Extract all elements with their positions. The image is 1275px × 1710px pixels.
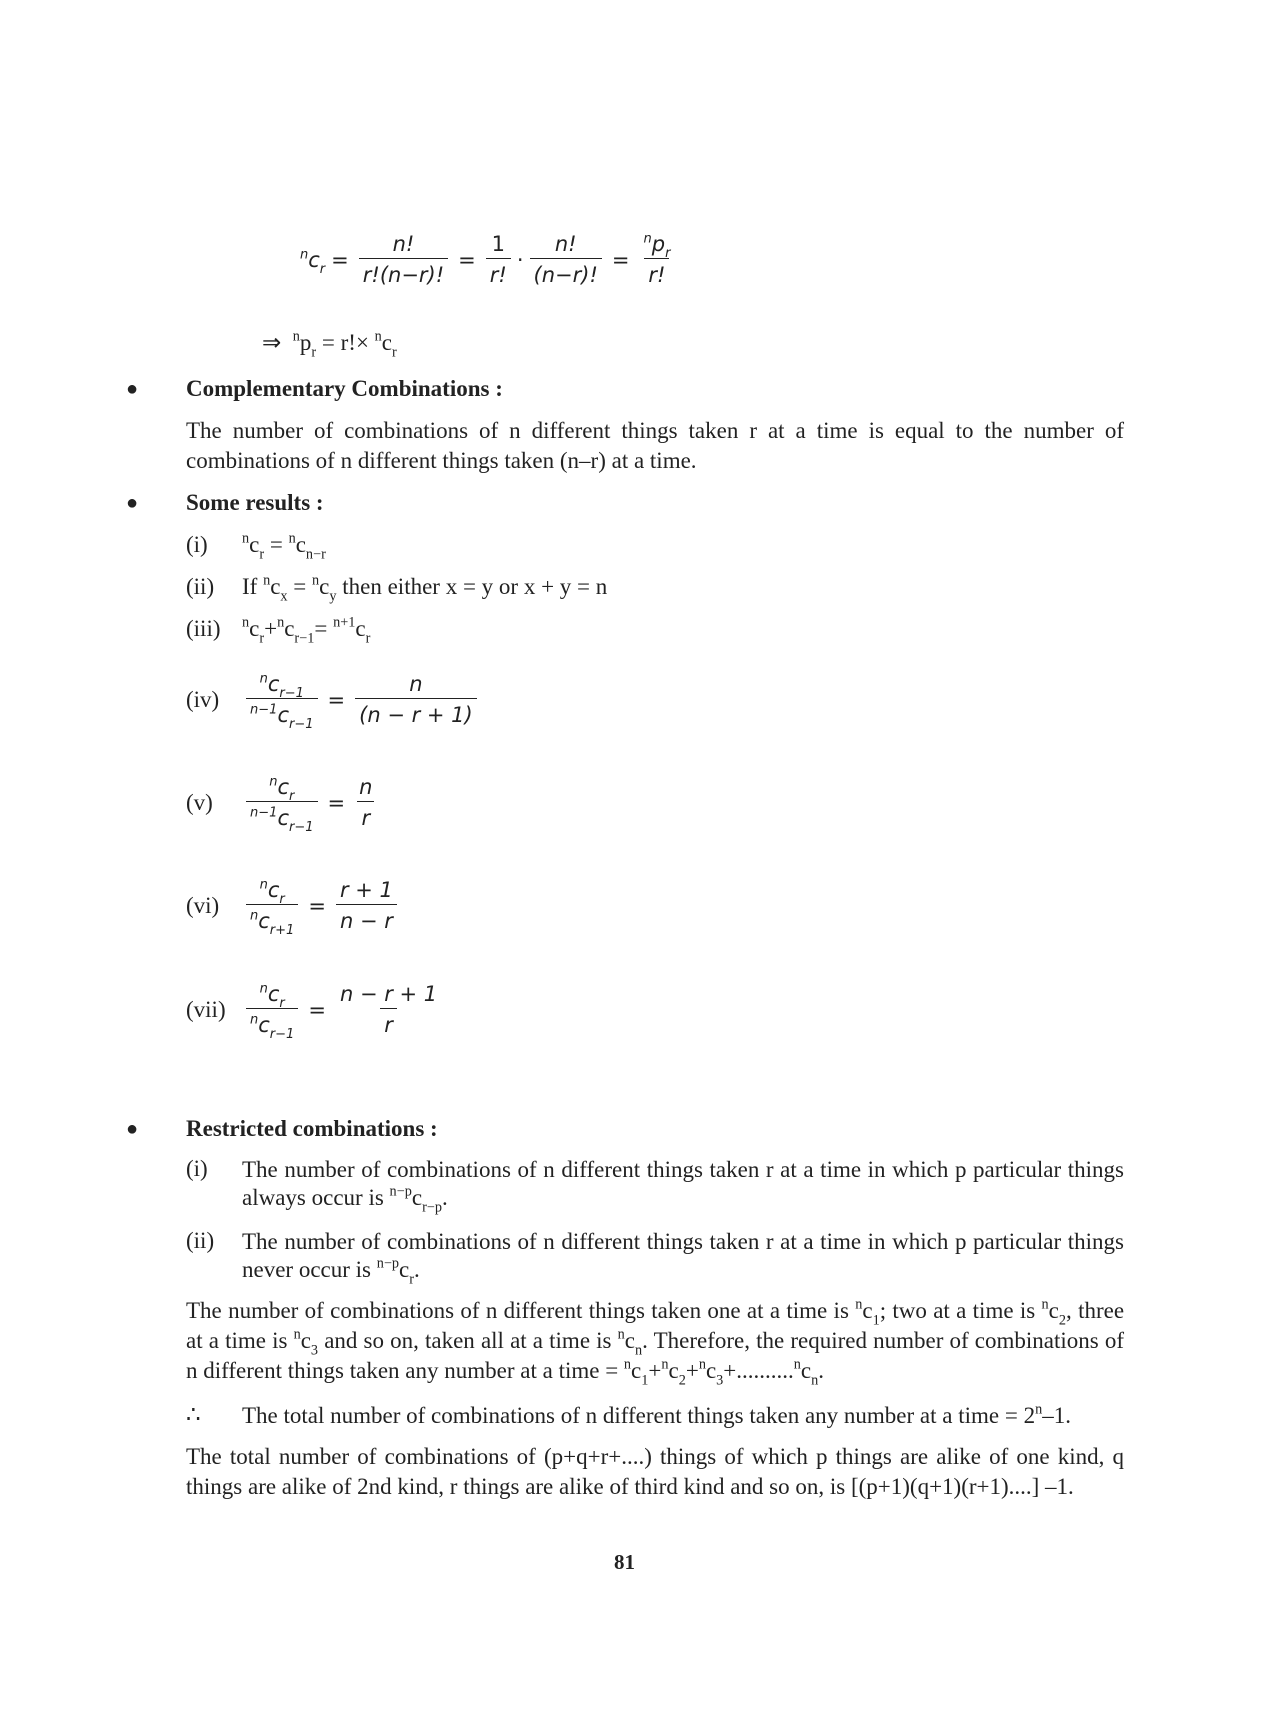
section-heading-results: Some results : <box>186 490 324 515</box>
result-vii: (vii) $\frac{^nc_r}{^nc_{r-1}}$ = $\frac{n - r + 1}{r}$ <box>186 981 438 1042</box>
restricted-item-ii: (ii) The number of combinations of n different things taken r at a time in which p particular things never occur is $^{n-p}c_r$. <box>186 1228 1124 1288</box>
result-vi: (vi) $\frac{^nc_r}{^nc_{r+1}}$ = $\frac{r + 1}{n - r}$ <box>186 878 401 933</box>
bullet-icon: ● <box>126 378 139 400</box>
restricted-item-i: (i) The number of combinations of n different things taken r at a time in which p particular things always occur is $^{n-p}c_{r-p}$. <box>186 1156 1124 1216</box>
therefore-icon: ∴ <box>186 1402 201 1427</box>
restricted-paragraph-1: The number of combinations of n different things taken one at a time is $^nc_1$; two at a time is $^nc_2$, three at a time is $^nc_3$ and so on, taken all at a time is $^nc_n$. Therefore, the required number of combinations of n different things taken any number at a time = $^nc_1+^nc_2+^nc_3+..........^nc_n$. <box>186 1296 1125 1389</box>
result-iii: (iii) $^nc_r+^nc_{r-1}= ^{n+1}c_r$ <box>186 614 371 647</box>
result-ii: (ii) If $^nc_x = ^nc_y$ then either x = y or x + y = n <box>186 572 608 605</box>
page-number: 81 <box>614 1550 635 1574</box>
combination-formula: $^nc_r$ = $\frac{n!}{r!(n-r)!}$ = $\frac{1}{r!}$ · $\frac{n!}{(n-r)!}$ = $\frac{^np_r}{r!}$ <box>300 231 671 287</box>
result-iv: (iv) $\frac{^nc_{r-1}}{^{n-1}c_{r-1}}$ = $\frac{n}{(n - r + 1)}$ <box>186 672 481 727</box>
section-heading-restricted: Restricted combinations : <box>186 1116 438 1141</box>
section-heading-complementary: Complementary Combinations : <box>186 376 503 401</box>
bullet-icon: ● <box>126 492 139 514</box>
bullet-icon: ● <box>126 1118 139 1140</box>
implies-formula: ⇒ $^np_r = r!\times ^nc_r$ <box>262 328 397 361</box>
complementary-text: The number of combinations of n different things taken r at a time is equal to the number of combinations of n different things taken (n–r) at a time. <box>186 418 1124 473</box>
therefore-line: ∴ The total number of combinations of n different things taken any number at a time = $2^n-1$. <box>186 1401 1071 1428</box>
result-v: (v) $\frac{^nc_r}{^{n-1}c_{r-1}}$ = $\frac{n}{r}$ <box>186 774 373 835</box>
implies-arrow: ⇒ <box>262 330 282 355</box>
result-i: (i) $^nc_r = ^nc_{n-r}$ <box>186 530 326 563</box>
restricted-paragraph-2: The total number of combinations of (p+q+r+....) things of which p things are alike of one kind, q things are alike of 2nd kind, r things are alike of third kind and so on, is [(p+1)(q+1)(r+1)....] –1. <box>186 1444 1124 1499</box>
